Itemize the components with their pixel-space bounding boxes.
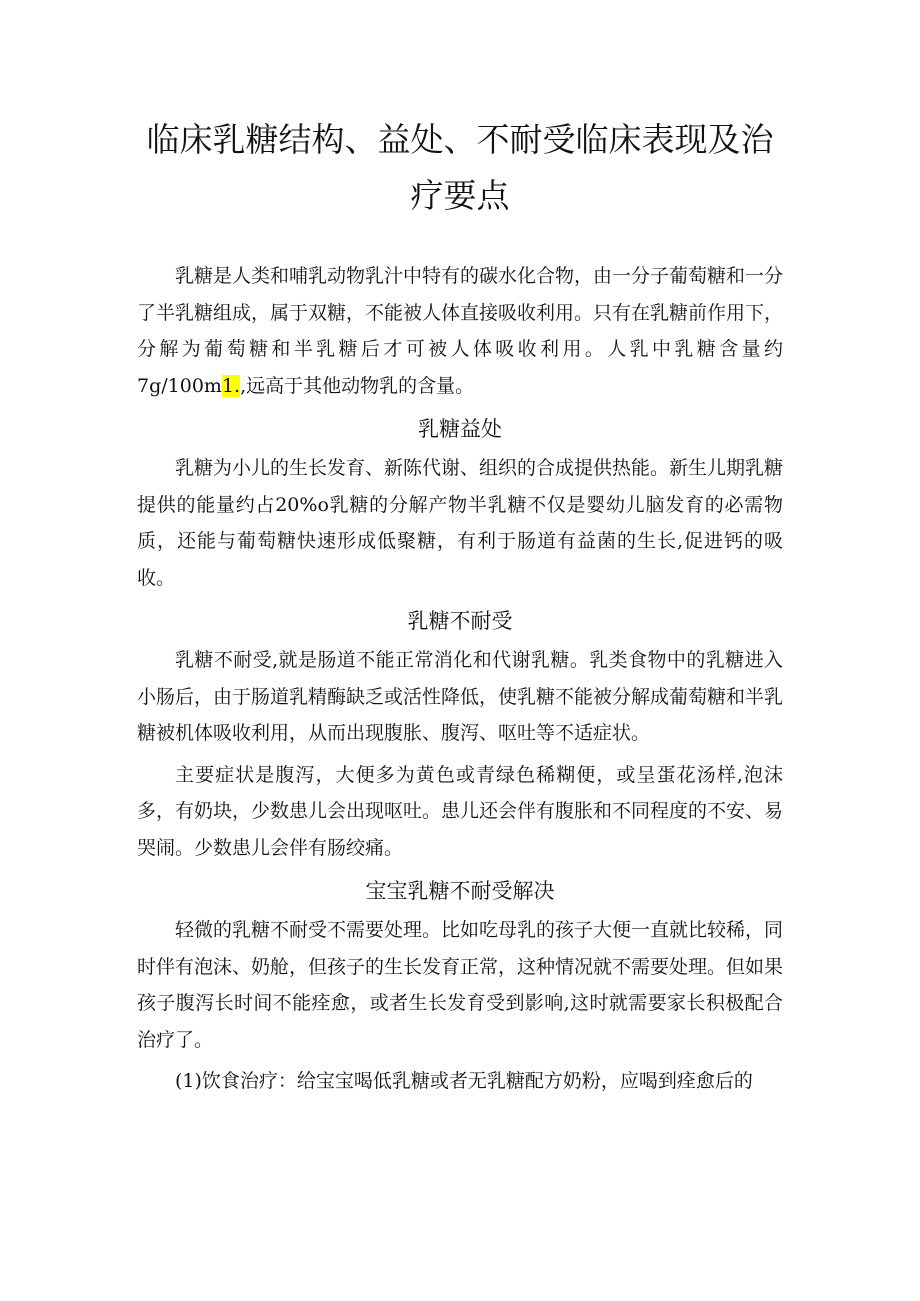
highlighted-text: 1. — [221, 374, 241, 397]
intro-paragraph — [137, 258, 783, 404]
benefits-paragraph: 乳糖为小儿的生长发育、新陈代谢、组织的合成提供热能。新生儿期乳糖提供的能量约占20%o乳糖的分解产物半乳糖不仅是婴幼儿脑发育的必需物质，还能与葡萄糖快速形成低聚糖，有利于肠道有益菌的生长,促进钙的吸收。 — [137, 457, 784, 589]
intolerance-definition-paragraph: 乳糖不耐受,就是肠道不能正常消化和代谢乳糖。乳类食物中的乳糖进入小肠后，由于肠道乳精酶缺乏或活性降低，使乳糖不能被分解成葡萄糖和半乳糖被机体吸收利用，从而出现腹胀、腹泻、呕吐等不适症状。 — [137, 649, 784, 744]
section-heading-solution: 宝宝乳糖不耐受解决 — [365, 879, 555, 903]
solution-paragraph: 轻微的乳糖不耐受不需要处理。比如吃母乳的孩子大便一直就比较稀，同时伴有泡沫、奶舱，但孩子的生长发育正常，这种情况就不需要处理。但如果孩子腹泻长时间不能痊愈，或者生长发育受到影响,这时就需要家长积极配合治疗了。 — [137, 919, 784, 1051]
diet-treatment-paragraph: (1)饮食治疗：给宝宝喝低乳糖或者无乳糖配方奶粉，应喝到痊愈后的 — [175, 1070, 753, 1092]
intro-text-tail: ,远高于其他动物乳的含量。 — [240, 374, 475, 397]
section-heading-intolerance: 乳糖不耐受 — [407, 609, 513, 633]
intro-text: 乳糖是人类和哺乳动物乳汁中特有的碳水化合物，由一分子葡萄糖和一分了半乳糖组成，属于双糖，不能被人体直接吸收利用。只有在乳糖前作用下，分解为葡萄糖和半乳糖后才可被人体吸收利用。人乳中乳糖含量约7g∕100m — [137, 265, 784, 397]
section-heading-benefits: 乳糖益处 — [418, 417, 502, 441]
document-title: 临床乳糖结构、益处、不耐受临床表现及治疗要点 — [146, 120, 774, 215]
intolerance-symptoms-paragraph: 主要症状是腹泻，大便多为黄色或青绿色稀糊便，或呈蛋花汤样,泡沫多，有奶块，少数患儿会出现呕吐。患儿还会伴有腹胀和不同程度的不安、易哭闹。少数患儿会伴有肠绞痛。 — [137, 763, 784, 859]
